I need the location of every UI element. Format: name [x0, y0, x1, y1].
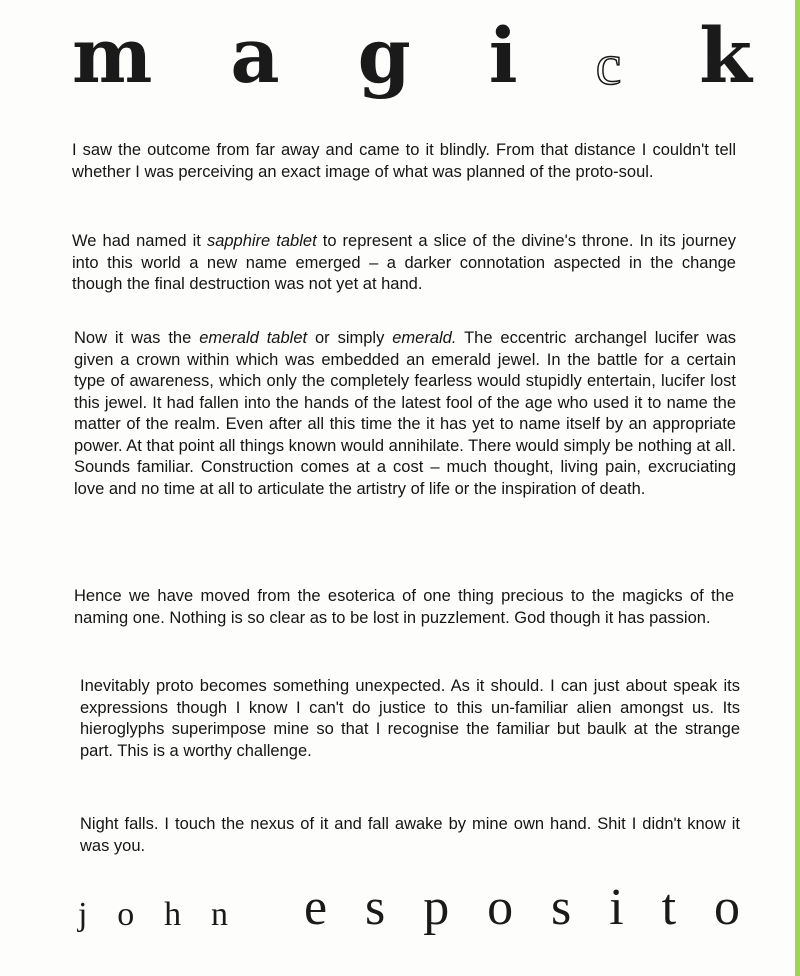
paragraph-2-text: to represent a slice of the divine's throne. In its journey into this world a new name emerged – a darker connotation aspected in the change though the final destruction was not yet at hand.	[72, 232, 736, 293]
author-letter: s	[551, 879, 572, 936]
page-edge-strip	[795, 0, 800, 976]
paragraph-5: Inevitably proto becomes something unexpected. As it should. I can just about speak its expressions though I know I can't do justice to this un-familiar alien amongst us. Its hieroglyphs superimpose mine so that I recognise the familiar but baulk at the strange part. This is a worthy challenge.	[80, 677, 740, 760]
paragraph-2-text: We had named it	[72, 232, 207, 250]
title-magick	[72, 11, 752, 100]
author-letter: p	[423, 879, 450, 936]
author-first-name	[78, 898, 228, 932]
paragraph-1: I saw the outcome from far away and came to it blindly. From that distance I couldn't tell whether I was perceiving an exact image of what was planned of the proto-soul.	[72, 141, 736, 181]
author-letter: o	[487, 879, 514, 936]
title-letter: g	[357, 11, 411, 100]
title-letter: a	[230, 11, 280, 100]
title-letter: m	[72, 11, 153, 100]
author-letter: h	[164, 896, 182, 933]
paragraph-2-italic: sapphire tablet	[206, 232, 317, 250]
author-letter: o	[713, 879, 740, 936]
author-signature	[72, 880, 752, 936]
author-letter: e	[304, 879, 328, 936]
author-letter: o	[117, 896, 135, 933]
author-letter: t	[661, 879, 677, 936]
title-letter: k	[699, 11, 752, 100]
paragraph-4: Hence we have moved from the esoterica of one thing precious to the magicks of the naming one. Nothing is so clear as to be lost in puzzlement. God though it has passion.	[74, 587, 734, 627]
paragraph-3-italic: emerald tablet	[199, 329, 308, 347]
title-letter-outlined: c	[595, 32, 622, 97]
paragraph-3-text: Now it was the	[74, 329, 200, 347]
paragraph-3-text: or simply	[307, 329, 393, 347]
paragraph-3-italic: emerald.	[392, 329, 457, 347]
paragraph-2	[72, 231, 736, 296]
author-letter: j	[78, 896, 88, 933]
paragraph-3	[74, 328, 736, 500]
author-letter: n	[210, 896, 228, 933]
paragraph-6: Night falls. I touch the nexus of it and fall awake by mine own hand. Shit I didn't know it was you.	[80, 815, 740, 855]
author-last-name	[304, 879, 740, 936]
author-letter: s	[365, 879, 386, 936]
paragraph-3-text: The eccentric archangel lucifer was given a crown within which was embedded an emerald jewel. In the battle for a certain type of awareness, which only the completely fearless would stupidly entertain, lucifer lost this jewel. It had fallen into the hands of the latest fool of the age who used it to name the matter of the realm. Even after all this time the it has yet to name itself by an appropriate power. At that point all things known would annihilate. There would simply be nothing at all. Sounds familiar. Construction comes at a cost – much thought, living pain, excruciating love and no time at all to articulate the artistry of life or the inspiration of death.	[74, 329, 736, 498]
title-letter: i	[488, 11, 518, 100]
author-letter: i	[609, 879, 624, 936]
